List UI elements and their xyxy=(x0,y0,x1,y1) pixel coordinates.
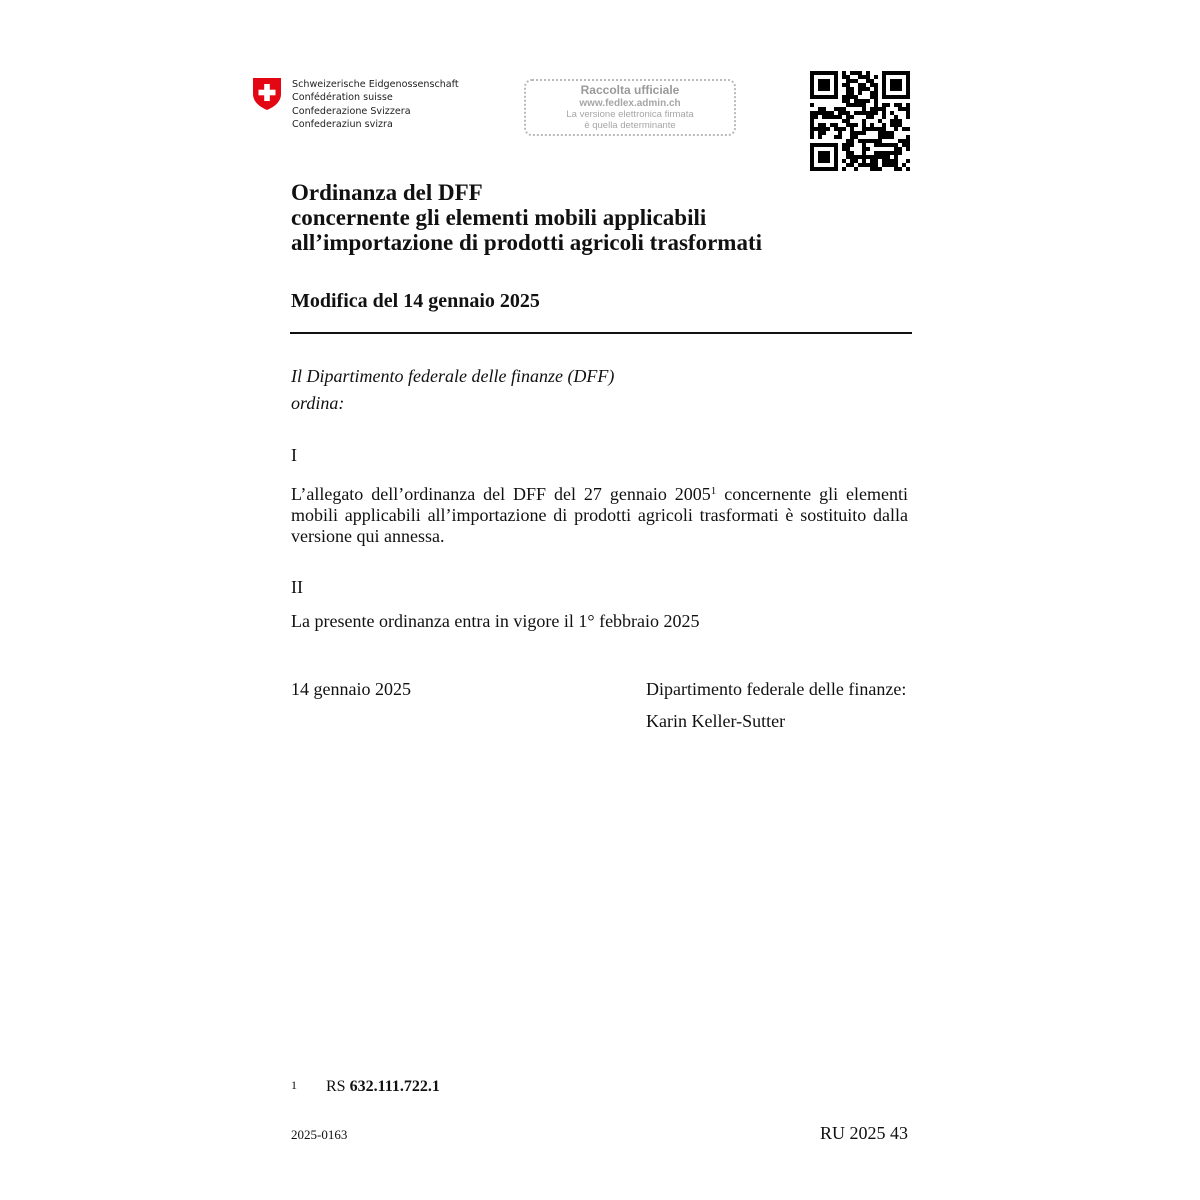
amendment-date-heading: Modifica del 14 gennaio 2025 xyxy=(291,290,540,312)
issuing-authority: Il Dipartimento federale delle finanze (DFF) xyxy=(291,366,615,386)
stamp-note-line2: è quella determinante xyxy=(584,120,676,131)
enacting-verb: ordina: xyxy=(291,393,345,413)
footnote-prefix: RS xyxy=(326,1078,350,1095)
confederation-line-fr: Confédération suisse xyxy=(292,92,393,104)
stamp-title: Raccolta ufficiale xyxy=(580,83,680,97)
confederation-line-rm: Confederaziun svizra xyxy=(292,119,393,131)
document-number: 2025-0163 xyxy=(291,1127,348,1142)
confederation-line-de: Schweizerische Eidgenossenschaft xyxy=(292,79,459,90)
section-text-1-part1: L’allegato dell’ordinanza del DFF del 27 gennaio 2005 xyxy=(291,484,711,504)
footnote-number: 1 xyxy=(291,1078,297,1092)
section-number-1: I xyxy=(291,445,297,465)
section-text-1-part2: concernente gli elementi mobili applicabili all’importazione di prodotti agricoli trasformati è sostituito dalla versione qui annessa. xyxy=(291,484,908,546)
title-line-2: concernente gli elementi mobili applicabili xyxy=(291,205,707,230)
section-number-2: II xyxy=(291,577,303,597)
confederation-name-block xyxy=(292,78,459,132)
section-text-2 xyxy=(291,611,908,632)
footnote-sr-number[interactable]: 632.111.722.1 xyxy=(349,1078,440,1095)
signing-authority: Dipartimento federale delle finanze: xyxy=(646,679,907,699)
qr-code-icon xyxy=(810,71,910,171)
signatory-name: Karin Keller-Sutter xyxy=(646,711,786,731)
confederation-line-it: Confederazione Svizzera xyxy=(292,105,411,117)
signature-date: 14 gennaio 2025 xyxy=(291,679,411,699)
stamp-url: www.fedlex.admin.ch xyxy=(579,98,681,109)
section-text-2-part1: La presente ordinanza entra in vigore il 1° febbraio 2025 xyxy=(291,611,700,631)
swiss-cross-icon xyxy=(252,77,282,111)
footnote-reference[interactable]: 1 xyxy=(710,485,717,497)
stamp-note-line1: La versione elettronica firmata xyxy=(566,109,694,120)
title-divider xyxy=(290,332,912,334)
section-text-1 xyxy=(291,481,908,547)
preamble xyxy=(291,363,614,417)
footnote-text xyxy=(326,1078,440,1096)
official-collection-stamp xyxy=(524,79,736,136)
page-title xyxy=(291,180,762,255)
title-line-3: all’importazione di prodotti agricoli trasformati xyxy=(291,230,762,255)
official-collection-reference: RU 2025 43 xyxy=(820,1123,909,1143)
title-line-1: Ordinanza del DFF xyxy=(291,180,483,205)
